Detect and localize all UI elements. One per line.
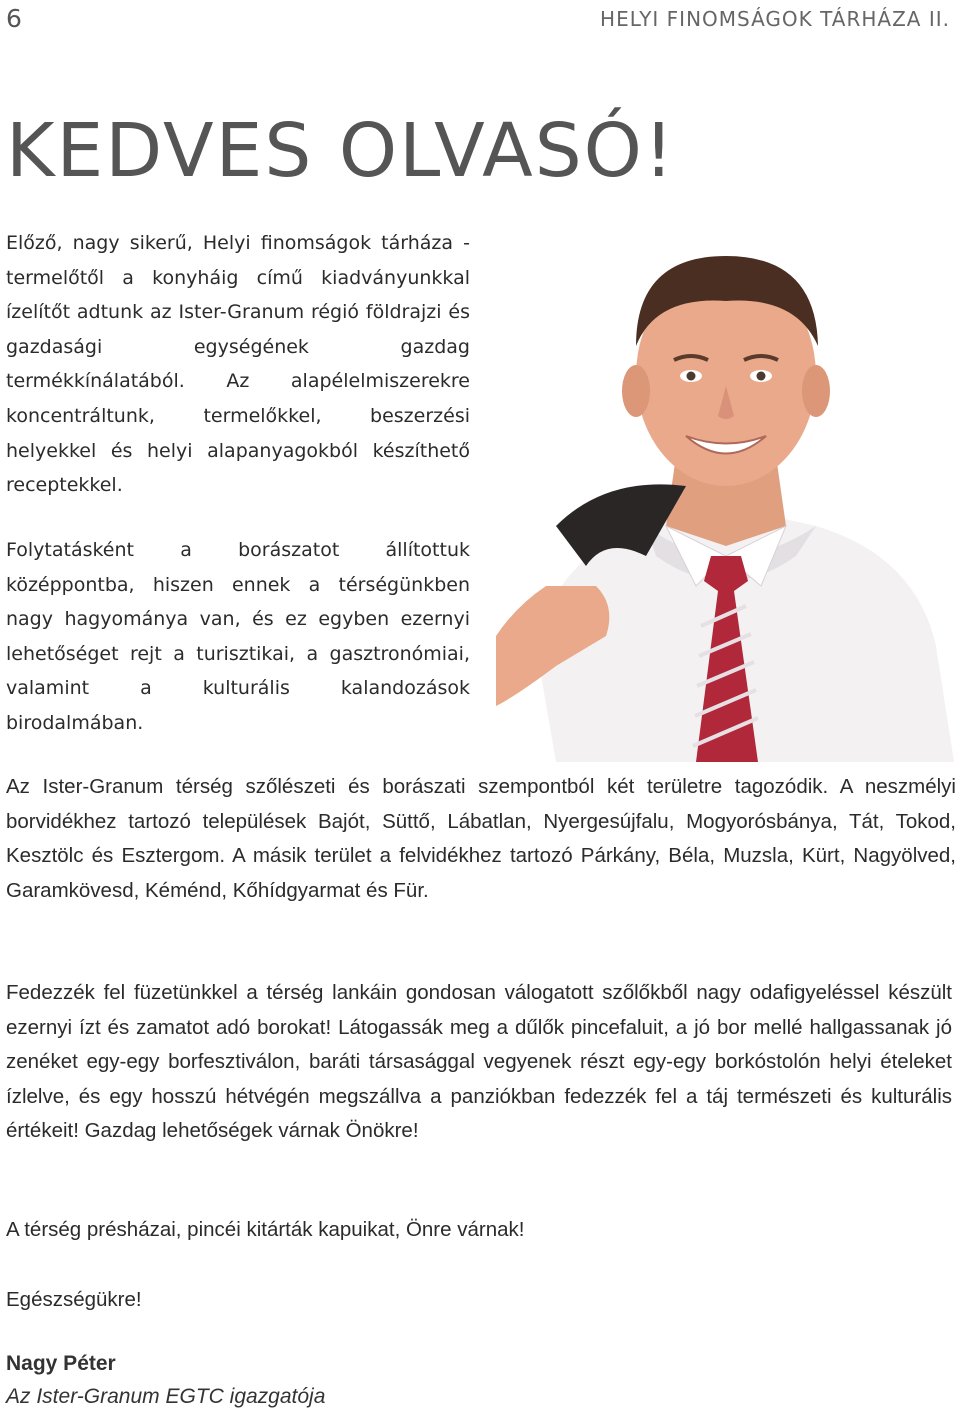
page-title: KEDVES OLVASÓ! (6, 108, 676, 194)
page-number: 6 (6, 4, 22, 33)
intro-paragraph: Előző, nagy sikerű, Helyi finomságok tárháza - termelőtől a konyháig című kiadványunkkal ízelítőt adtunk az Ister-Granum régió földrajzi és gazdasági egységének gazdag termékkínálatából. Az alapélelmiszerekre koncentráltunk, termelőkkel, beszerzési helyekkel és helyi alapanyagokból készíthető receptekkel. (6, 232, 470, 497)
running-header: HELYI FINOMSÁGOK TÁRHÁZA II. (600, 7, 950, 31)
portrait-photo (496, 226, 954, 762)
regions-paragraph: Az Ister-Granum térség szőlészeti és borászati szempontból két területre tagozódik. A neszmélyi borvidékhez tartozó települések Bajót, Süttő, Lábatlan, Nyergesújfalu, Mogyorósbánya, Tát, Tokod, Kesztölc és Esztergom. A másik terület a felvidékhez tartozó Párkány, Béla, Muzsla, Kürt, Nagyölved, Garamkövesd, Kéménd, Kőhídgyarmat és Für. (6, 775, 956, 902)
closing-paragraph: A térség présházai, pincéi kitárták kapuikat, Önre várnak! (6, 1218, 525, 1241)
toast-line: Egészségükre! (6, 1288, 142, 1311)
signature-name: Nagy Péter (6, 1352, 116, 1375)
wine-focus-paragraph: Folytatásként a borászatot állítottuk középpontba, hiszen ennek a térségünkben nagy hagyománya van, és ez egyben ezernyi lehetőséget rejt a turisztikai, a gasztronómiai, valamint a kulturális kalandozások birodalmában. (6, 539, 470, 734)
signature-role: Az Ister-Granum EGTC igazgatója (6, 1385, 326, 1408)
invitation-paragraph: Fedezzék fel füzetünkkel a térség lankáin gondosan válogatott szőlőkből nagy odafigyeléssel készült ezernyi ízt és zamatot adó borokat! Látogassák meg a dűlők pincefaluit, a jó bor mellé hallgassanak jó zenéket egy-egy borfesztiválon, baráti társasággal vegyenek részt egy-egy borkóstolón helyi ételeket ízlelve, és egy hosszú hétvégén megszállva a panziókban fedezzék fel a táj természeti és kulturális értékeit! Gazdag lehetőségek várnak Önökre! (6, 981, 952, 1143)
